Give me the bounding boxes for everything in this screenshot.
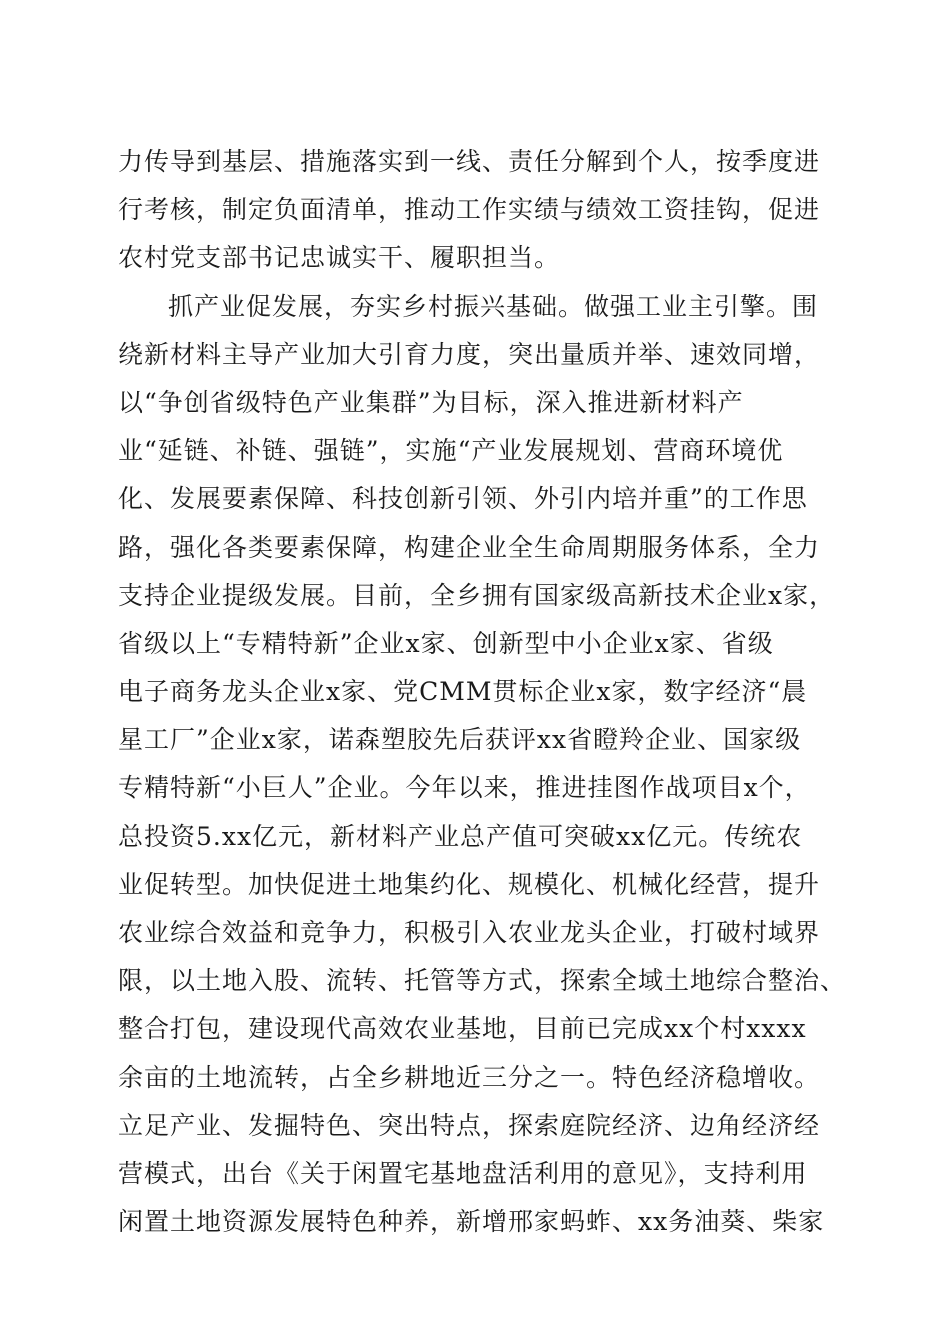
text-line: 农村党支部书记忠诚实干、履职担当。	[118, 243, 561, 273]
text-line: 星工厂”企业x家，诺森塑胶先后获评xx省瞪羚企业、国家级	[118, 725, 802, 755]
text-line: 总投资5.xx亿元，新材料产业总产值可突破xx亿元。传统农	[118, 821, 803, 851]
paragraph-1	[118, 138, 838, 283]
body-text	[118, 138, 847, 1246]
text-line: 力传导到基层、措施落实到一线、责任分解到个人，按季度进	[118, 147, 821, 176]
text-line: 专精特新“小巨人”企业。今年以来，推进挂图作战项目x个，	[118, 773, 811, 803]
text-line: 余亩的土地流转，占全乡耕地近三分之一。特色经济稳增收。	[118, 1062, 821, 1092]
text-line: 立足产业、发掘特色、突出特点，探索庭院经济、边角经济经	[118, 1110, 821, 1140]
text-line: 绕新材料主导产业加大引育力度，突出量质并举、速效同增，	[118, 339, 821, 369]
text-line: 营模式，出台《关于闲置宅基地盘活利用的意见》，支持利用	[118, 1158, 808, 1188]
text-line: 闲置土地资源发展特色种养，新增邢家蚂蚱、xx务油葵、柴家	[118, 1207, 825, 1237]
text-line: 电子商务龙头企业x家、党CMM贯标企业x家，数字经济“晨	[118, 677, 808, 707]
text-line: 限，以土地入股、流转、托管等方式，探索全域土地综合整治、	[118, 966, 847, 996]
text-line: 支持企业提级发展。目前，全乡拥有国家级高新技术企业x家，	[118, 580, 836, 610]
text-line: 路，强化各类要素保障，构建企业全生命周期服务体系，全力	[118, 532, 821, 562]
text-line: 以“争创省级特色产业集群”为目标，深入推进新材料产	[118, 387, 744, 417]
text-line: 省级以上“专精特新”企业x家、创新型中小企业x家、省级	[118, 628, 774, 658]
text-line: 业促转型。加快促进土地集约化、规模化、机械化经营，提升	[118, 869, 821, 899]
text-line: 抓产业促发展，夯实乡村振兴基础。做强工业主引擎。围	[168, 291, 819, 321]
text-line: 行考核，制定负面清单，推动工作实绩与绩效工资挂钩，促进	[118, 195, 821, 225]
text-line: 整合打包，建设现代高效农业基地，目前已完成xx个村xxxx	[118, 1014, 807, 1044]
text-line: 业“延链、补链、强链”，实施“产业发展规划、营商环境优	[118, 436, 784, 466]
paragraph-2	[118, 283, 847, 1247]
text-line: 化、发展要素保障、科技创新引领、外引内培并重”的工作思	[118, 484, 808, 514]
text-line: 农业综合效益和竞争力，积极引入农业龙头企业，打破村域界	[118, 918, 821, 947]
